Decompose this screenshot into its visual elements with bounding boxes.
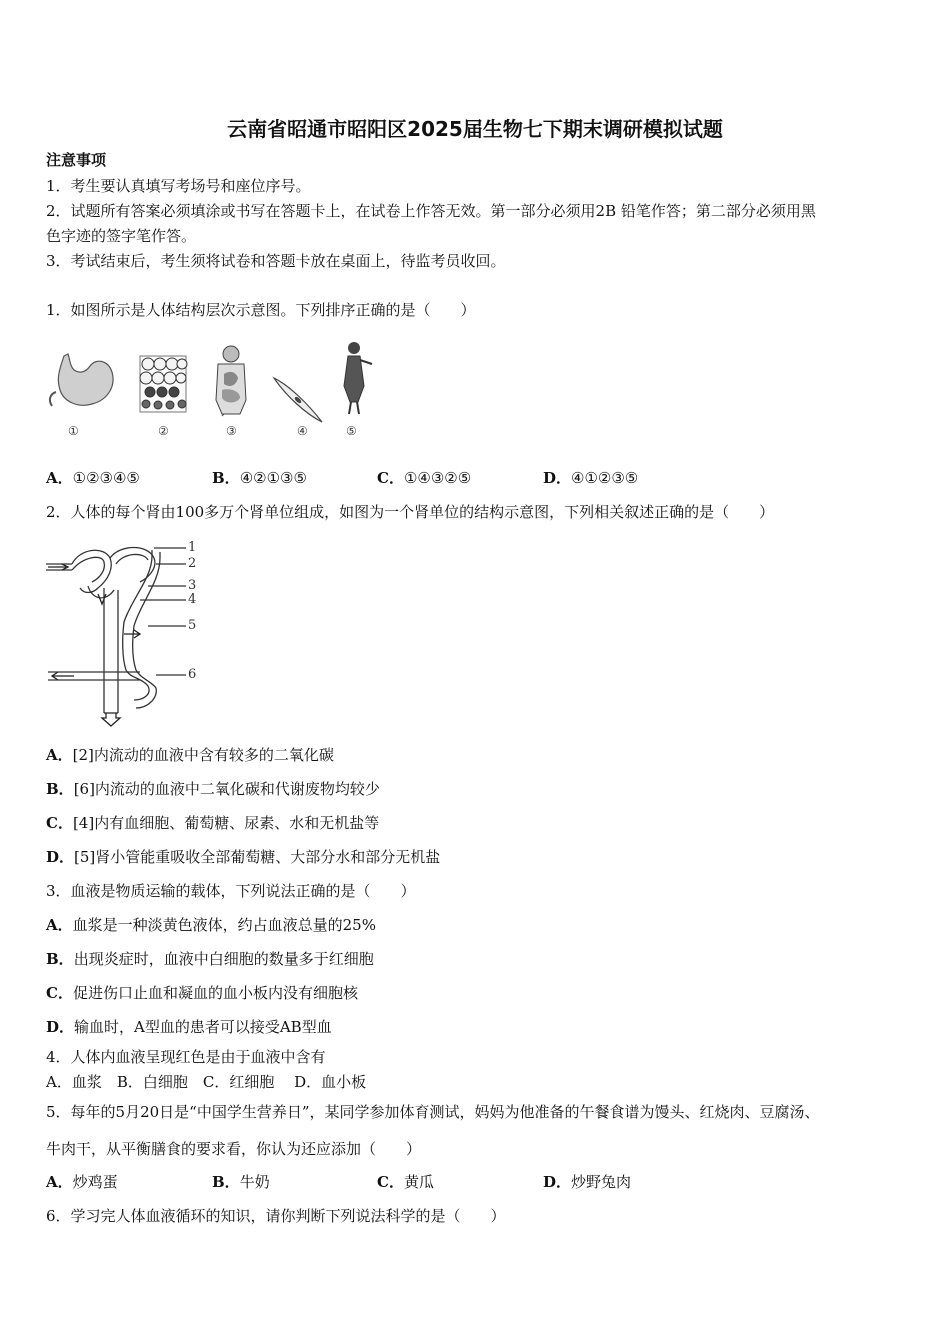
option-a [46, 915, 376, 935]
option-label: B． [46, 780, 74, 798]
option-b [46, 949, 374, 969]
question-4-options: A．血浆 B．白细胞 C．红细胞 D．血小板 [46, 1073, 367, 1091]
structure-levels-figure [46, 342, 386, 451]
stomach-icon [50, 354, 113, 406]
option-a [46, 1172, 118, 1192]
figure-caption: ⑤ [346, 424, 357, 438]
option-label: B． [212, 1173, 240, 1191]
option-label: B． [212, 469, 240, 487]
nephron-label: 4 [188, 592, 197, 607]
question-1-stem: 1．如图所示是人体结构层次示意图。下列排序正确的是（ ） [46, 301, 476, 319]
option-label: D． [543, 469, 572, 487]
person-icon [344, 342, 372, 414]
notice-item: 3．考试结束后，考生须将试卷和答题卡放在桌面上，待监考员收回。 [46, 252, 506, 270]
option-text: 炒鸡蛋 [72, 1173, 118, 1191]
option-label: D． [46, 1018, 75, 1036]
option-d [543, 1172, 631, 1192]
option-label: A． [46, 746, 73, 764]
option-label: C． [377, 1173, 404, 1191]
nephron-label: 2 [188, 556, 197, 571]
option-text: 炒野兔肉 [571, 1173, 632, 1191]
option-c [377, 1172, 434, 1192]
tissue-icon [140, 356, 187, 412]
nephron-label: 1 [188, 540, 197, 555]
option-label: D． [543, 1173, 572, 1191]
option-text: 促进伤口止血和凝血的血小板内没有细胞核 [72, 984, 358, 1002]
option-b [212, 468, 307, 488]
notice-item: 2．试题所有答案必须填涂或书写在答题卡上，在试卷上作答无效。第一部分必须用2B 铅笔作答；第二部分必须用黑 [46, 202, 816, 220]
notice-item: 色字迹的签字笔作答。 [46, 227, 197, 245]
question-6-stem: 6．学习完人体血液循环的知识，请你判断下列说法科学的是（ ） [46, 1207, 506, 1225]
option-label: C． [46, 814, 73, 832]
notice-heading: 注意事项 [46, 151, 107, 169]
question-2-stem: 2．人体的每个肾由100多万个肾单位组成，如图为一个肾单位的结构示意图，下列相关叙述正确的是（ ） [46, 503, 775, 521]
option-text: [2]内流动的血液中含有较多的二氧化碳 [72, 746, 334, 764]
question-3-stem: 3．血液是物质运输的载体，下列说法正确的是（ ） [46, 882, 416, 900]
option-label: A． [46, 1173, 73, 1191]
option-d [46, 1017, 332, 1037]
question-5-stem: 牛肉干，从平衡膳食的要求看，你认为还应添加（ ） [46, 1140, 422, 1158]
option-c [46, 813, 379, 833]
option-c [377, 468, 471, 488]
option-text: [6]内流动的血液中二氧化碳和代谢废物均较少 [73, 780, 380, 798]
option-text: [4]内有血细胞、葡萄糖、尿素、水和无机盐等 [72, 814, 380, 832]
option-label: A． [46, 916, 73, 934]
figure-caption: ③ [226, 424, 237, 438]
nephron-label: 5 [188, 618, 197, 633]
option-c [46, 983, 358, 1003]
option-text: 黄瓜 [403, 1173, 434, 1191]
figure-caption: ① [68, 424, 79, 438]
question-5-stem: 5．每年的5月20日是“中国学生营养日”，某同学参加体育测试，妈妈为他准备的午餐食谱为馒头、红烧肉、豆腐汤、 [46, 1103, 820, 1121]
option-text: ④①②③⑤ [571, 469, 639, 487]
option-label: D． [46, 848, 75, 866]
option-a [46, 468, 140, 488]
option-label: C． [46, 984, 73, 1002]
option-label: C． [377, 469, 404, 487]
nephron-label: 6 [188, 667, 197, 682]
question-4-stem: 4．人体内血液呈现红色是由于血液中含有 [46, 1048, 326, 1066]
option-label: B． [46, 950, 74, 968]
figure-caption: ④ [297, 424, 308, 438]
cell-icon [274, 378, 322, 422]
option-text: 出现炎症时，血液中白细胞的数量多于红细胞 [73, 950, 374, 968]
option-text: ④②①③⑤ [239, 469, 307, 487]
notice-item: 1．考生要认真填写考场号和座位序号。 [46, 177, 311, 195]
option-b [46, 779, 380, 799]
figure-caption: ② [158, 424, 169, 438]
option-text: 输血时，A型血的患者可以接受AB型血 [74, 1018, 332, 1036]
option-text: [5]肾小管能重吸收全部葡萄糖、大部分水和部分无机盐 [74, 848, 441, 866]
option-text: 血浆是一种淡黄色液体，约占血液总量的25% [72, 916, 376, 934]
option-d [46, 847, 440, 867]
option-text: 牛奶 [239, 1173, 270, 1191]
page-title: 云南省昭通市昭阳区2025届生物七下期末调研模拟试题 [227, 117, 723, 141]
option-b [212, 1172, 270, 1192]
option-text: ①④③②⑤ [403, 469, 472, 487]
option-label: A． [46, 469, 73, 487]
option-a [46, 745, 334, 765]
option-text: ①②③④⑤ [72, 469, 140, 487]
option-d [543, 468, 638, 488]
nephron-label: 3 [188, 578, 197, 593]
system-icon [216, 346, 246, 416]
